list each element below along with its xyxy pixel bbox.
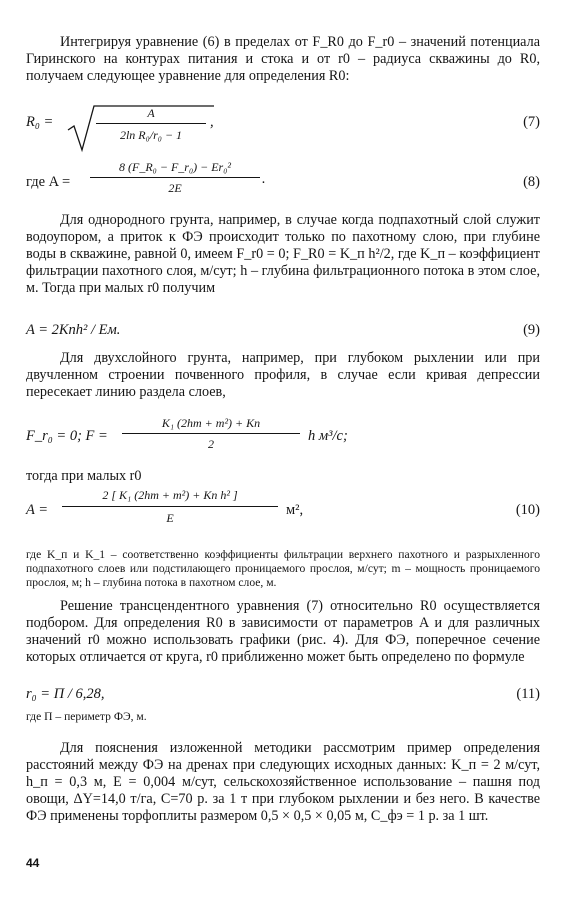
paragraph-small-r0: тогда при малых r0 bbox=[26, 468, 142, 484]
equation-11-number: (11) bbox=[516, 686, 540, 702]
equation-11 bbox=[26, 684, 540, 704]
paragraph-example: Для пояснения изложенной методики рассмотрим пример определения расстояний между ФЭ на дренах при следующих исходных данных: K_п = 2 м/сут, h_п = 0,3 м, E = 0,004 м/сут, сельскохозяйственное использование – пашня под овощи, ΔY=14,0 т/га, C=70 р. за 1 т при глубоком рыхлении и без него. В качестве ФЭ применены торфоплиты размером 0,5 × 0,5 × 0,05 м, C_фэ = 1 р. за 1 шт. bbox=[26, 740, 540, 824]
equation-8-tail: . bbox=[262, 171, 266, 187]
equation-10-number: (10) bbox=[515, 502, 540, 518]
equation-potential-lhs: F_r₀ = 0; F = bbox=[26, 428, 108, 444]
equation-10-numerator: 2 [ K₁ (2hm + m²) + Kп h² ] bbox=[102, 488, 238, 502]
equation-8-number: (8) bbox=[523, 174, 540, 190]
equation-10-denominator: E bbox=[166, 511, 174, 525]
equation-8-numerator: 8 (F_R₀ − F_r₀) − Er₀² bbox=[119, 160, 231, 174]
paragraph-coefficients-note: где K_п и K_1 – соответственно коэффициенты фильтрации верхнего пахотного и разрыхленного подпахотного слоев или подстилающего проницаемого прослоя, м/сут; m – мощность проницаемого прослоя, м; h – глубина потока в пахотном слое, м. bbox=[26, 548, 540, 589]
equation-7-tail: , bbox=[210, 114, 214, 130]
equation-10 bbox=[26, 488, 540, 530]
paragraph-transcendental-solution: Решение трансцендентного уравнения (7) относительно R0 осуществляется подбором. Для определения R0 в зависимости от параметров A и для различных значений r0 можно использовать графики (рис. 4). Для ФЭ, поперечное сечение которых отличается от круга, r0 приближенно может быть определено по формуле bbox=[26, 598, 540, 665]
paragraph-two-layer-soil: Для двухслойного грунта, например, при глубоком рыхлении или при двучленном строении почвенного профиля, в случае если кривая депрессии пересекает линию раздела слоев, bbox=[26, 350, 540, 400]
equation-8 bbox=[26, 160, 540, 200]
equation-10-lhs: A = bbox=[26, 502, 49, 518]
equation-8-denominator: 2E bbox=[168, 181, 182, 195]
equation-7-lhs: R₀ = bbox=[26, 114, 54, 130]
equation-8-fraction-bar bbox=[90, 177, 260, 178]
equation-potential-denominator: 2 bbox=[208, 437, 214, 451]
equation-8-prefix: где A = bbox=[26, 174, 71, 190]
paragraph-homogeneous-soil: Для однородного грунта, например, в случае когда подпахотный слой служит водоупором, а приток к ФЭ происходит только по пахотному слою, при глубине воды в скважине, равной 0, имеем F_r0 = 0; F_R0 = K_п h²/2, где K_п – коэффициент фильтрации пахотного слоя, м/сут; h – глубина фильтрационного потока в этом слое, м. Тогда при малых r0 получим bbox=[26, 212, 540, 296]
paragraph-integration-intro: Интегрируя уравнение (6) в пределах от F_R0 до F_r0 – значений потенциала Гиринского на контурах питания и стока и от r0 – радиуса скважины до R0, получаем следующее уравнение для определения R0: bbox=[26, 34, 540, 84]
equation-10-tail: м², bbox=[286, 502, 304, 518]
page-number: 44 bbox=[26, 856, 40, 870]
equation-potential bbox=[26, 416, 540, 456]
equation-7-fraction-bar bbox=[96, 123, 206, 124]
equation-potential-numerator: K₁ (2hm + m²) + Kп bbox=[161, 416, 261, 430]
equation-9 bbox=[26, 320, 540, 340]
equation-potential-tail: h м³/с; bbox=[308, 428, 348, 444]
equation-potential-fraction-bar bbox=[122, 433, 300, 434]
equation-9-number: (9) bbox=[523, 322, 540, 338]
equation-7-number: (7) bbox=[523, 114, 540, 130]
paragraph-perimeter-note: где П – периметр ФЭ, м. bbox=[26, 710, 147, 723]
equation-10-fraction-bar bbox=[62, 506, 278, 507]
equation-9-expression: A = 2Kпh² / Eм. bbox=[26, 322, 121, 338]
equation-7-denominator: 2ln R₀/r₀ − 1 bbox=[119, 128, 183, 142]
equation-7-numerator: A bbox=[147, 106, 155, 120]
equation-7 bbox=[26, 108, 540, 150]
equation-11-expression: r₀ = П / 6,28, bbox=[26, 686, 105, 702]
